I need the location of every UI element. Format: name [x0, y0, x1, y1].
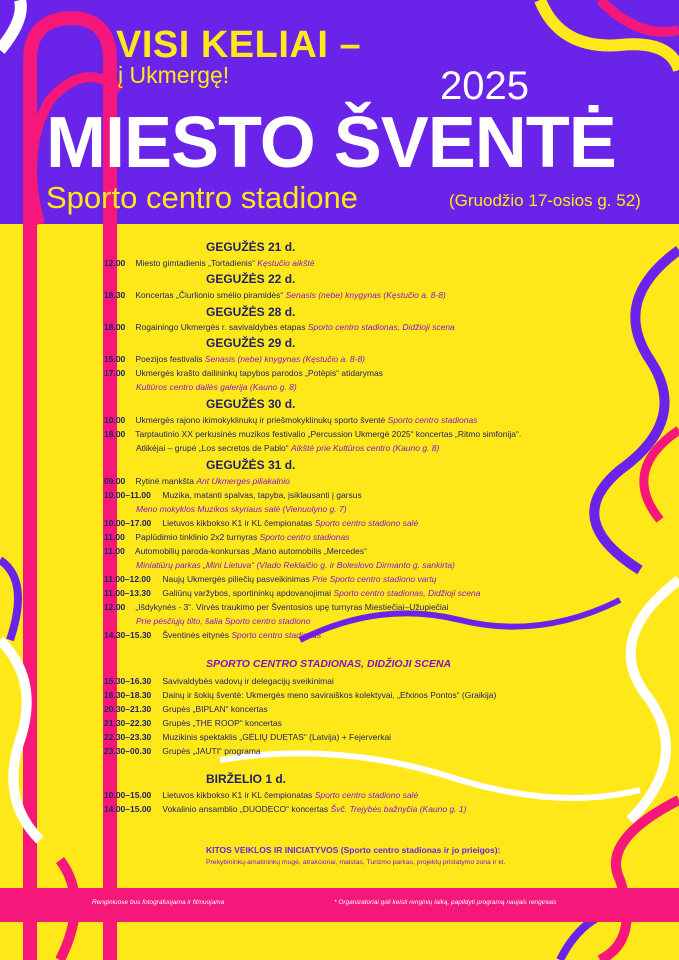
item-text: Rytinė mankšta [135, 476, 194, 486]
item-venue: Senasis (nebe) knygynas (Kęstučio a. 8-8) [285, 290, 446, 300]
schedule-item [104, 676, 334, 690]
item-time: 10.00 [104, 415, 126, 425]
schedule-item [104, 790, 418, 804]
item-venue: Švč. Trejybės bažnyčia (Kauno g. 1) [330, 804, 467, 814]
item-text: Atlikėjai – grupė „Los secretos de Pablo“ [136, 443, 289, 453]
item-venue: Ant Ukmergės piliakalnio [196, 476, 290, 486]
item-venue: Prie pėsčiųjų tilto, šalia Sporto centro stadiono [136, 616, 311, 626]
item-venue: Sporto centro stadiono salė [314, 790, 419, 800]
item-time: 23.30–00.30 [104, 746, 152, 756]
item-text: Muzikinis spektaklis „GĖLIŲ DUETAS“ (Latvija) + Fejerverkai [162, 732, 392, 742]
item-time: 10.00–11.00 [104, 490, 151, 500]
schedule-item [104, 588, 480, 602]
schedule-item [104, 322, 455, 336]
item-time: 17.00 [104, 368, 126, 378]
schedule-item [104, 804, 466, 818]
day-heading: GEGUŽĖS 30 d. [206, 397, 296, 411]
item-venue: Kęstučio aikštė [257, 258, 315, 268]
item-text: Dainų ir šokių šventė: Ukmergės meno saviraiškos kolektyvai, „Efxinos Pontos“ (Graikija) [162, 690, 497, 700]
schedule-item-continued [136, 560, 455, 574]
other-activities-title: KITOS VEIKLOS IR INICIATYVOS (Sporto centro stadionas ir jo prieigos): [206, 845, 501, 855]
item-text: Koncertas „Čiurlionio smėlio piramidės“ [135, 290, 284, 300]
slogan-line-1: VISI KELIAI – [116, 24, 362, 66]
item-venue: Sporto centro stadiono salė [314, 518, 419, 528]
item-text: Grupės „BIPLAN“ koncertas [162, 704, 268, 714]
other-activities-text: Prekybininkų-amatininkų mugė, atrakcionai, maistas, Turizmo parkas, projektų pristatymo zona ir kt. [206, 859, 506, 866]
item-time: 14.00–15.00 [104, 804, 152, 814]
schedule-item [104, 732, 391, 746]
item-time: 09.00 [104, 476, 126, 486]
footer-note-changes: * Organizatoriai gali keisti renginių laiką, papildyti programą naujais renginiais [334, 899, 557, 906]
item-time: 15.00 [104, 354, 126, 364]
schedule-item [104, 476, 290, 490]
item-text: Rogainingo Ukmergės r. savivaldybės etapas [135, 322, 306, 332]
schedule-item [104, 704, 268, 718]
item-text: Paplūdimio tinklinio 2x2 turnyras [135, 532, 258, 542]
item-time: 20.30–21.30 [104, 704, 152, 714]
schedule-item [104, 746, 261, 760]
item-venue: Aikštė prie Kultūros centro (Kauno g. 8) [291, 443, 440, 453]
item-text: Ukmergės rajono ikimokyklinukų ir priešmokyklinukų sporto šventė [135, 415, 386, 425]
item-text: Tarptautinio XX perkusinės muzikos festivalio „Percussion Ukmergė 2025“ koncertas „Ritmo simfonija“. [135, 429, 522, 439]
item-venue: Sporto centro stadionas [231, 630, 322, 640]
item-time: 12.00 [104, 602, 126, 612]
item-time: 21.30–22.30 [104, 718, 152, 728]
item-venue: Miniatiūrų parkas „Mini Lietuva“ (Vlado Reklaičio g. ir Boleslovo Dirmanto g. sankirta) [136, 560, 455, 570]
day-heading: GEGUŽĖS 21 d. [206, 240, 296, 254]
item-time: 12.00 [104, 258, 126, 268]
item-time: 18.00 [104, 429, 126, 439]
item-time: 11.00–12.00 [104, 574, 151, 584]
schedule-item [104, 690, 496, 704]
item-time: 18.00 [104, 322, 126, 332]
schedule-item [104, 368, 383, 382]
schedule-item [104, 518, 418, 532]
item-venue: Sporto centro stadionas, Didžioji scena [307, 322, 455, 332]
item-text: Lietuvos kikbokso K1 ir KL čempionatas [162, 790, 313, 800]
item-text: Ukmergės krašto dailininkų tapybos parodos „Potėpis“ atidarymas [135, 368, 383, 378]
item-time: 22.30–23.30 [104, 732, 152, 742]
item-time: 11.00 [104, 532, 125, 542]
schedule-item [104, 602, 448, 616]
day-heading: BIRŽELIO 1 d. [206, 772, 287, 786]
item-venue: Sporto centro stadionas [387, 415, 478, 425]
item-text: Vokalinio ansamblio „DUODECO“ koncertas [162, 804, 329, 814]
section-heading-stage: SPORTO CENTRO STADIONAS, DIDŽIOJI SCENA [206, 658, 452, 670]
item-text: Grupės „THE ROOP“ koncertas [162, 718, 282, 728]
item-text: Grupės „JAUTI“ programa [162, 746, 261, 756]
day-heading: GEGUŽĖS 29 d. [206, 336, 296, 350]
main-venue-address: (Gruodžio 17-osios g. 52) [449, 191, 641, 210]
item-time: 15.30–16.30 [104, 676, 152, 686]
item-time: 11.00–13.30 [104, 588, 151, 598]
item-time: 10.00–17.00 [104, 518, 152, 528]
schedule-item [104, 574, 436, 588]
item-text: Lietuvos kikbokso K1 ir KL čempionatas [162, 518, 313, 528]
day-heading: GEGUŽĖS 22 d. [206, 272, 296, 286]
schedule-item-continued [136, 382, 297, 396]
item-time: 14.30–15.30 [104, 630, 152, 640]
schedule-item [104, 290, 446, 304]
item-time: 10.00–15.00 [104, 790, 152, 800]
day-heading: GEGUŽĖS 28 d. [206, 305, 296, 319]
item-venue: Sporto centro stadionas, Didžioji scena [333, 588, 481, 598]
item-text: Šventinės eitynės [162, 630, 229, 640]
schedule-item [104, 718, 282, 732]
item-venue: Senasis (nebe) knygynas (Kęstučio a. 8-8) [204, 354, 366, 364]
item-time: 11.00 [104, 546, 125, 556]
schedule-item [104, 258, 314, 272]
schedule-item [104, 429, 521, 443]
footer-note-filming: Renginiuose bus fotografuojama ir filmuojama [92, 899, 225, 906]
schedule-item [104, 546, 367, 560]
item-venue: Prie Sporto centro stadiono vartų [312, 574, 437, 584]
schedule-item-continued [136, 616, 310, 630]
item-text: Galiūnų varžybos, sportininkų apdovanojimai [162, 588, 332, 598]
item-text: „Išdykynės - 3“. Virvės traukimo per Šventosios upę turnyras Miestiečiai–Užupiečiai [135, 602, 449, 612]
schedule-item-continued [136, 504, 347, 518]
item-time: 16.30–18.30 [104, 690, 152, 700]
schedule-item-continued [136, 443, 439, 457]
schedule-item [104, 490, 362, 504]
item-venue: Kultūros centro dailės galerija (Kauno g. 8) [136, 382, 297, 392]
item-text: Poezijos festivalis [135, 354, 203, 364]
item-venue: Sporto centro stadionas [259, 532, 350, 542]
main-venue: Sporto centro stadione [46, 180, 358, 215]
schedule-item [104, 630, 321, 644]
item-text: Naujų Ukmergės piliečių pasveikinimas [162, 574, 310, 584]
item-text: Muzika, matanti spalvas, tapyba, įsiklausanti į garsus [162, 490, 362, 500]
item-time: 18.30 [104, 290, 126, 300]
item-text: Automobilių paroda-konkursas „Mano automobilis „Mercedes“ [134, 546, 367, 556]
item-text: Miesto gimtadienis „Tortadienis“ [135, 258, 255, 268]
item-text: Savivaldybės vadovų ir delegacijų sveikinimai [162, 676, 334, 686]
event-year: 2025 [440, 64, 529, 108]
schedule-item [104, 415, 477, 429]
page-title: MIESTO ŠVENTĖ [46, 103, 616, 183]
day-heading: GEGUŽĖS 31 d. [206, 458, 296, 472]
slogan-line-2: į Ukmergę! [118, 62, 230, 88]
schedule-item [104, 532, 349, 546]
schedule-item [104, 354, 365, 368]
item-venue: Meno mokyklos Muzikos skyriaus salė (Vienuolyno g. 7) [136, 504, 347, 514]
